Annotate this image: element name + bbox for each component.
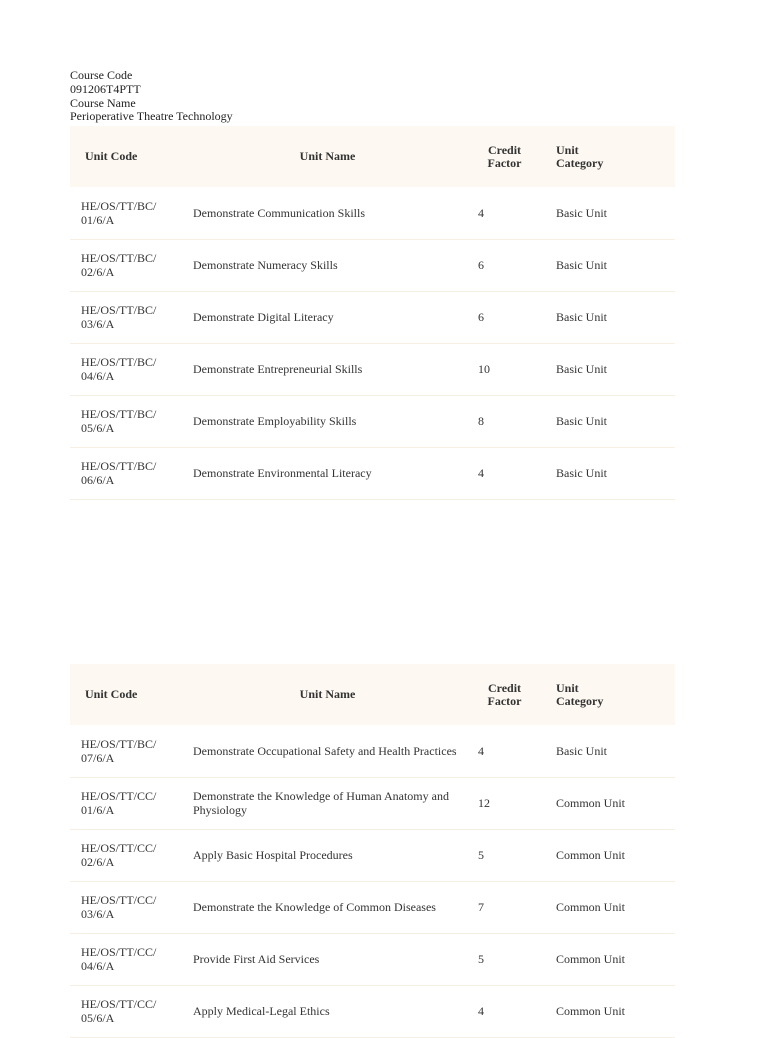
course-name-label: Course Name: [70, 95, 136, 110]
cell-unit-name: Demonstrate Numeracy Skills: [193, 258, 338, 272]
code-line2: 03/6/A: [81, 907, 115, 921]
cell-credit-factor: 8: [478, 414, 484, 428]
cell-unit-category: Basic Unit: [556, 362, 607, 376]
cell-unit-code: [70, 777, 182, 829]
cell-unit-name: Demonstrate Environmental Literacy: [193, 466, 372, 480]
header-category-line2: Category: [556, 155, 604, 170]
cell-unit-name: Demonstrate the Knowledge of Human Anatomy and Physiology: [193, 789, 449, 817]
header-category-line1: Unit: [556, 142, 579, 157]
code-line2: 01/6/A: [81, 212, 115, 227]
cell-credit-factor: 4: [478, 205, 484, 220]
header-credit-factor: [473, 664, 556, 725]
header-credit-factor: [473, 126, 556, 187]
code-line1: HE/OS/TT/CC/: [81, 997, 157, 1011]
header-credit-line1: Credit: [487, 680, 522, 695]
cell-unit-name: Demonstrate the Knowledge of Common Diseases: [193, 900, 436, 914]
units-table-2: [70, 664, 675, 1038]
header-category-line2: Category: [556, 693, 604, 708]
cell-unit-category: Common Unit: [556, 796, 626, 810]
cell-unit-category: Basic Unit: [556, 743, 607, 758]
cell-unit-code: [70, 881, 182, 933]
table-header-row: [70, 664, 675, 725]
cell-unit-name: Demonstrate Employability Skills: [193, 414, 357, 428]
header-unit-name: Unit Name: [299, 687, 356, 701]
cell-unit-category: Common Unit: [556, 900, 626, 914]
table-row: [70, 829, 675, 881]
header-credit-line2: Factor: [487, 693, 522, 708]
table-row: [70, 985, 675, 1037]
code-line2: 05/6/A: [81, 1011, 115, 1025]
code-line1: HE/OS/TT/BC/: [81, 198, 157, 213]
code-line1: HE/OS/TT/CC/: [81, 841, 157, 855]
cell-unit-name: Demonstrate Occupational Safety and Health Practices: [193, 743, 457, 758]
course-name-value: Perioperative Theatre Technology: [70, 109, 233, 124]
cell-credit-factor: 5: [478, 848, 484, 862]
header-credit-line2: Factor: [487, 155, 522, 170]
code-line2: 07/6/A: [81, 750, 115, 765]
cell-unit-category: Basic Unit: [556, 258, 607, 272]
cell-unit-code: [70, 985, 182, 1037]
cell-unit-code: [70, 239, 182, 291]
code-line2: 03/6/A: [81, 317, 115, 331]
table-row: [70, 725, 675, 777]
code-line1: HE/OS/TT/CC/: [81, 893, 157, 907]
cell-credit-factor: 7: [478, 900, 484, 914]
cell-unit-code: [70, 933, 182, 985]
cell-unit-name: Demonstrate Entrepreneurial Skills: [193, 362, 363, 376]
cell-unit-category: Common Unit: [556, 952, 626, 966]
header-unit-category: [556, 126, 675, 187]
table-row: [70, 777, 675, 829]
code-line1: HE/OS/TT/BC/: [81, 459, 157, 473]
cell-unit-category: Basic Unit: [556, 414, 607, 428]
cell-unit-code: [70, 291, 182, 343]
code-line1: HE/OS/TT/BC/: [81, 303, 157, 317]
cell-unit-code: [70, 395, 182, 447]
cell-unit-code: [70, 447, 182, 499]
cell-unit-category: Common Unit: [556, 1004, 626, 1018]
header-credit-line1: Credit: [487, 142, 522, 157]
code-line2: 04/6/A: [81, 959, 115, 973]
cell-unit-category: Common Unit: [556, 848, 626, 862]
table-row: [70, 881, 675, 933]
cell-unit-category: Basic Unit: [556, 466, 607, 480]
table-row: [70, 187, 675, 239]
cell-credit-factor: 12: [478, 796, 490, 810]
cell-credit-factor: 6: [478, 310, 484, 324]
code-line1: HE/OS/TT/CC/: [81, 945, 157, 959]
code-line2: 04/6/A: [81, 369, 115, 383]
table-row: [70, 447, 675, 499]
cell-credit-factor: 4: [478, 1004, 484, 1018]
header-unit-category: [556, 664, 675, 725]
cell-unit-category: Basic Unit: [556, 310, 607, 324]
cell-unit-code: [70, 725, 182, 777]
code-line2: 06/6/A: [81, 473, 115, 487]
header-unit-code: Unit Code: [85, 687, 138, 701]
code-line2: 02/6/A: [81, 855, 115, 869]
code-line1: HE/OS/TT/CC/: [81, 789, 157, 803]
code-line2: 01/6/A: [81, 803, 115, 817]
cell-unit-name: Apply Basic Hospital Procedures: [193, 848, 353, 862]
code-line1: HE/OS/TT/BC/: [81, 736, 157, 751]
table-row: [70, 933, 675, 985]
table-header-row: [70, 126, 675, 187]
code-line2: 02/6/A: [81, 265, 115, 279]
cell-unit-name: Apply Medical-Legal Ethics: [193, 1004, 330, 1018]
cell-unit-code: [70, 829, 182, 881]
cell-credit-factor: 4: [478, 466, 484, 480]
table-row: [70, 291, 675, 343]
code-line2: 05/6/A: [81, 421, 115, 435]
cell-credit-factor: 10: [478, 362, 490, 376]
cell-unit-code: [70, 343, 182, 395]
cell-unit-name: Demonstrate Communication Skills: [193, 205, 365, 220]
course-code-value: 091206T4PTT: [70, 81, 141, 96]
cell-unit-category: Basic Unit: [556, 205, 607, 220]
course-code-label: Course Code: [70, 68, 133, 82]
header-category-line1: Unit: [556, 680, 579, 695]
header-unit-code: Unit Code: [85, 149, 138, 163]
cell-credit-factor: 6: [478, 258, 484, 272]
cell-unit-name: Demonstrate Digital Literacy: [193, 310, 334, 324]
course-info: [70, 69, 233, 124]
cell-credit-factor: 4: [478, 743, 484, 758]
code-line1: HE/OS/TT/BC/: [81, 355, 157, 369]
cell-credit-factor: 5: [478, 952, 484, 966]
table-row: [70, 395, 675, 447]
header-unit-name: Unit Name: [299, 149, 356, 163]
table-row: [70, 343, 675, 395]
code-line1: HE/OS/TT/BC/: [81, 251, 157, 265]
cell-unit-name: Provide First Aid Services: [193, 952, 320, 966]
code-line1: HE/OS/TT/BC/: [81, 407, 157, 421]
cell-unit-code: [70, 187, 182, 239]
table-row: [70, 239, 675, 291]
units-table-1: [70, 126, 675, 500]
